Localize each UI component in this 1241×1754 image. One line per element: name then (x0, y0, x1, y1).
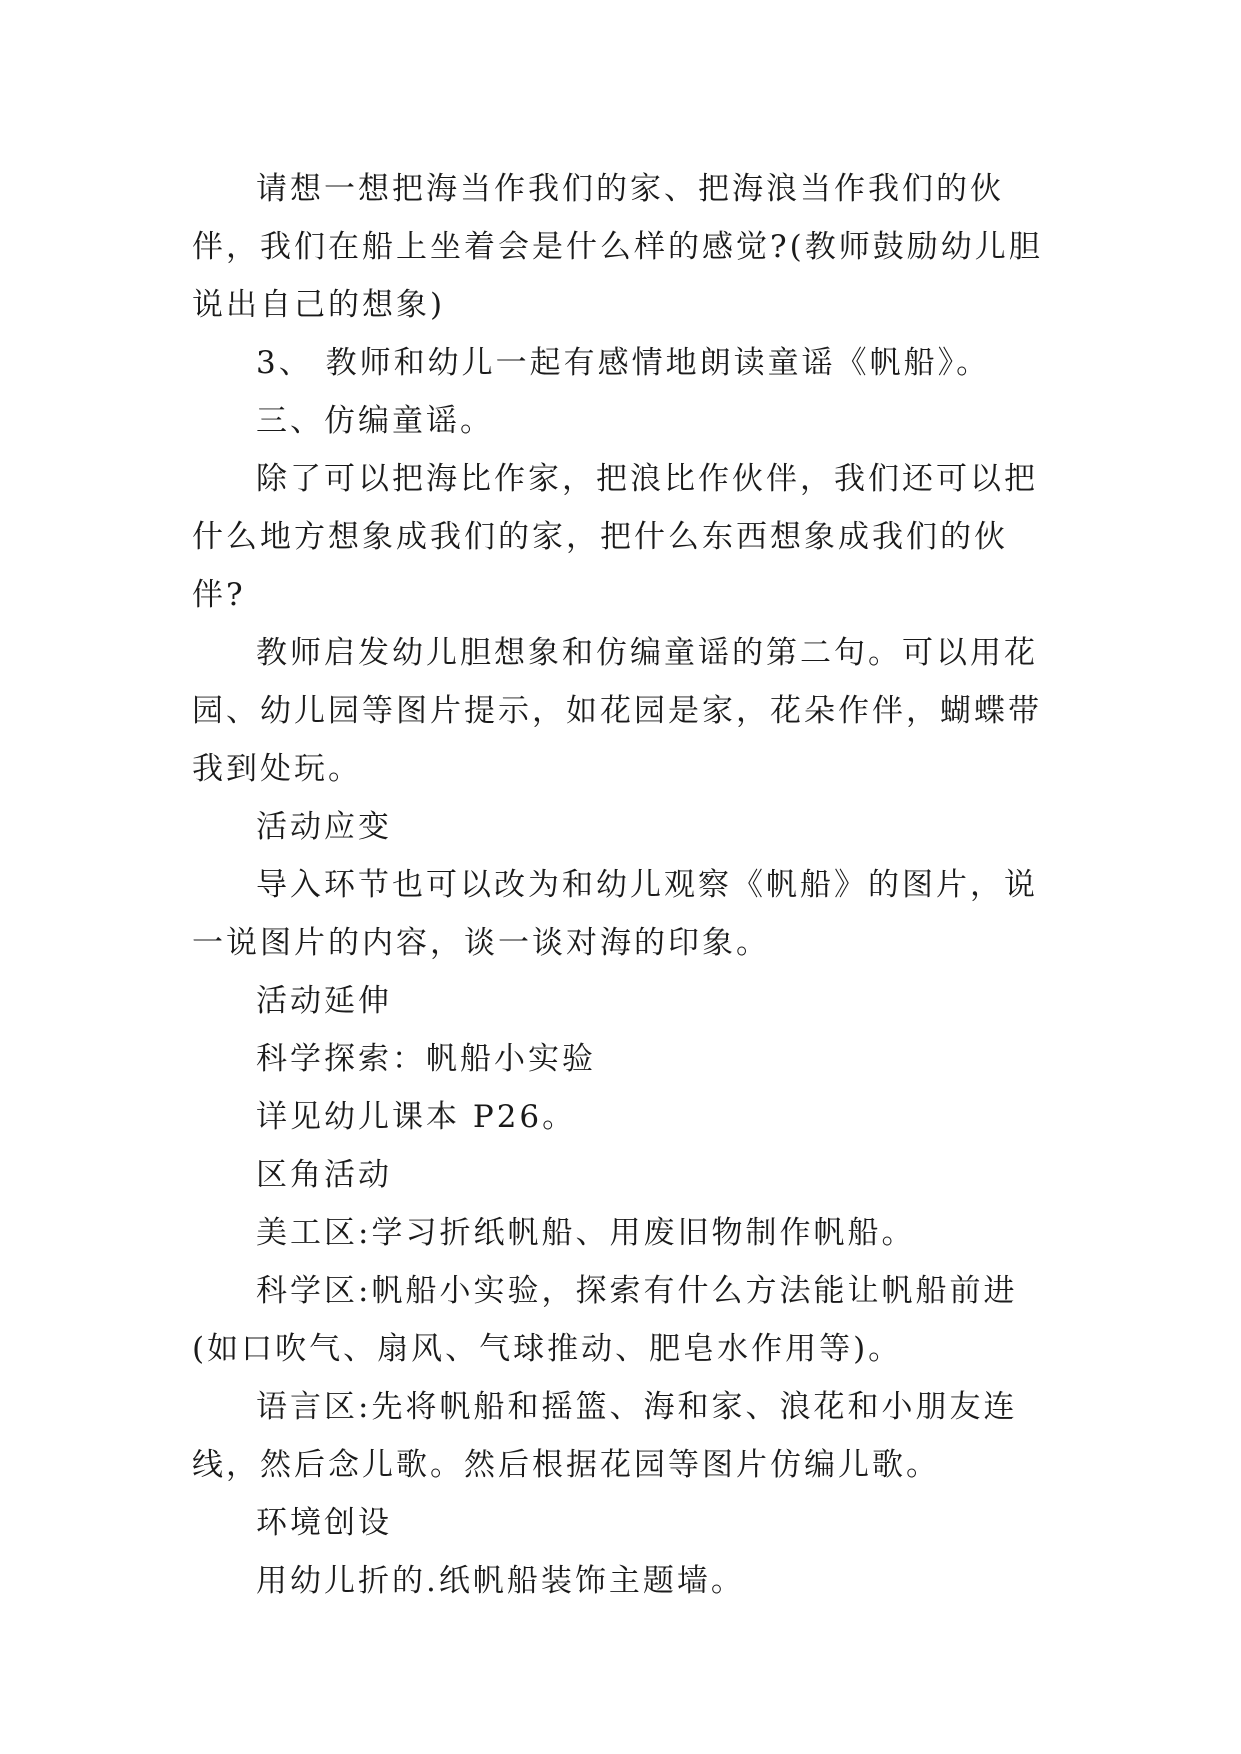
heading-activity-adaptation: 活动应变 (256, 809, 392, 845)
paragraph-imagine-sea-home: 请想一想把海当作我们的家、把海浪当作我们的伙伴，我们在船上坐着会是什么样的感觉?(教师鼓励幼儿胆说出自己的想象) (192, 171, 1043, 323)
paragraph-section-3-heading: 三、仿编童谣。 (256, 403, 494, 439)
paragraph-compare-question: 除了可以把海比作家，把浪比作伙伴，我们还可以把什么地方想象成我们的家，把什么东西想象成我们的伙伴? (192, 461, 1038, 613)
heading-activity-extension: 活动延伸 (256, 983, 392, 1019)
paragraph-art-corner: 美工区:学习折纸帆船、用废旧物制作帆船。 (256, 1215, 916, 1251)
document-body (192, 160, 1052, 1610)
paragraph-adaptation-text: 导入环节也可以改为和幼儿观察《帆船》的图片，说一说图片的内容，谈一谈对海的印象。 (192, 867, 1038, 961)
paragraph-teacher-inspire: 教师启发幼儿胆想象和仿编童谣的第二句。可以用花园、幼儿园等图片提示，如花园是家，花朵作伴，蝴蝶带我到处玩。 (192, 635, 1042, 787)
paragraph-language-corner: 语言区:先将帆船和摇篮、海和家、浪花和小朋友连线，然后念儿歌。然后根据花园等图片仿编儿歌。 (192, 1389, 1018, 1483)
paragraph-step-3-recite: 3、 教师和幼儿一起有感情地朗读童谣《帆船》。 (256, 345, 991, 381)
heading-corner-activities: 区角活动 (256, 1157, 392, 1193)
heading-environment-setup: 环境创设 (256, 1505, 392, 1541)
paragraph-theme-wall: 用幼儿折的.纸帆船装饰主题墙。 (256, 1563, 745, 1599)
paragraph-science-exploration: 科学探索：帆船小实验 (256, 1041, 596, 1077)
paragraph-science-corner: 科学区:帆船小实验，探索有什么方法能让帆船前进(如口吹气、扇风、气球推动、肥皂水作用等)。 (192, 1273, 1018, 1367)
paragraph-textbook-reference: 详见幼儿课本 P26。 (256, 1099, 577, 1135)
